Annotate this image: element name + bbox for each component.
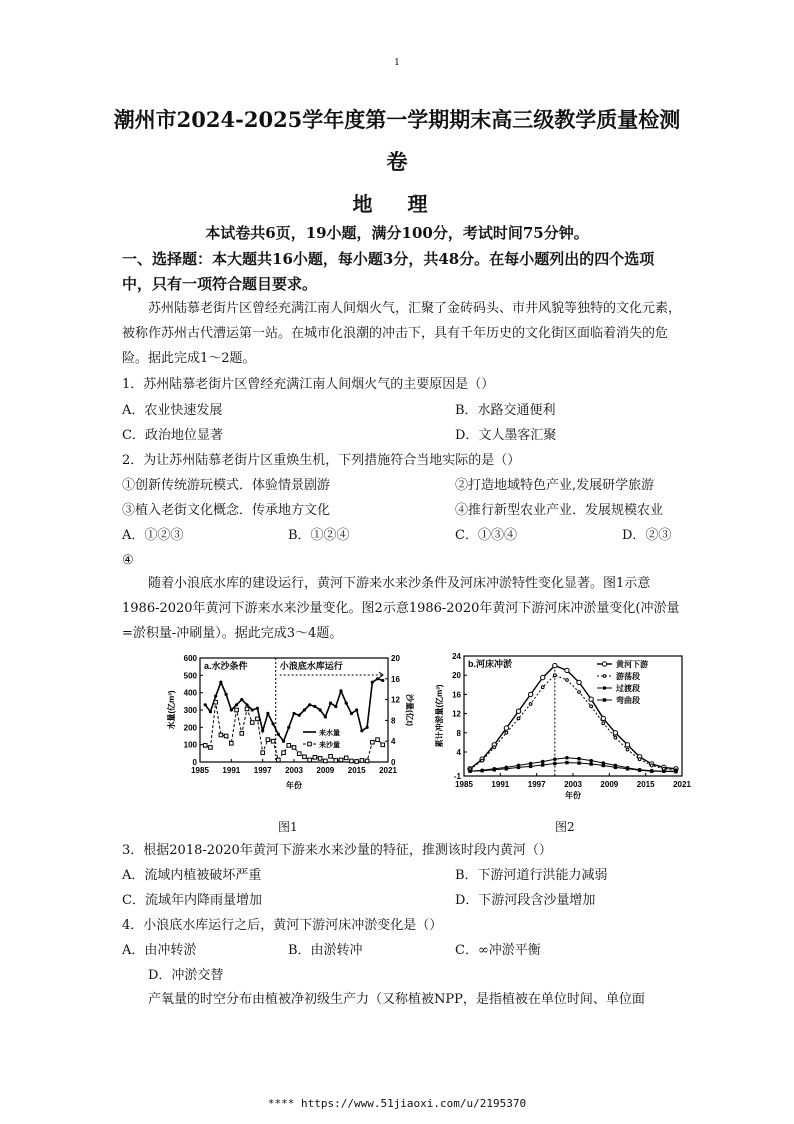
data-point-series-3 <box>589 759 593 763</box>
legend-marker-2 <box>603 675 606 678</box>
data-point-series-2 <box>626 748 629 751</box>
subject-heading: 地 理 <box>352 192 442 216</box>
x-tick-label: 2009 <box>600 780 619 789</box>
x-tick-label: 2003 <box>564 780 582 789</box>
data-point-water <box>282 740 285 743</box>
data-point-series-2 <box>541 686 544 689</box>
data-point-water <box>292 712 295 715</box>
y-tick-label: 500 <box>183 671 197 681</box>
series-line-2 <box>470 675 676 770</box>
data-point-water <box>214 695 217 698</box>
data-point-sand <box>282 751 286 755</box>
data-point-series-4 <box>517 766 520 769</box>
series-line-4 <box>470 763 676 772</box>
data-point-water <box>219 681 222 684</box>
data-point-sand <box>350 759 354 763</box>
data-point-series-2 <box>578 691 581 694</box>
data-point-sand <box>261 751 265 755</box>
data-point-water <box>204 703 207 706</box>
data-point-sand <box>266 738 270 742</box>
y-tick-label: 300 <box>183 706 197 715</box>
data-point-series-4 <box>589 762 592 765</box>
q3-option-b: B．下游河道行洪能力减弱 <box>455 868 608 883</box>
figure-1-caption: 图1 <box>278 820 298 834</box>
y-tick-label: 600 <box>183 654 197 663</box>
data-point-series-2 <box>602 722 605 725</box>
data-point-series-2 <box>650 764 653 767</box>
passage-2: 随着小浪底水库的建设运行，黄河下游来水来沙条件及河床冲淤特性变化显著。图1示意1986-2020年黄河下游来水来沙量变化。图2示意1986-2020年黄河下游河床冲淤量变化(冲淤量=淤积量-冲刷量）。据此完成3～4题。 <box>122 576 680 641</box>
legend-marker-3 <box>603 686 607 690</box>
data-point-series-4 <box>674 770 677 773</box>
data-point-water <box>319 708 322 711</box>
y-tick-label: -1 <box>453 772 461 781</box>
data-point-series-1 <box>613 731 617 735</box>
data-point-sand <box>371 740 375 744</box>
q2-option-d: D．②③ <box>622 528 672 543</box>
legend-marker-4 <box>603 698 606 701</box>
y-tick-label: 20 <box>452 671 461 681</box>
data-point-series-4 <box>626 767 629 770</box>
data-point-water <box>381 679 384 682</box>
data-point-series-2 <box>566 679 569 682</box>
data-point-water <box>277 733 280 736</box>
data-point-series-2 <box>481 759 484 762</box>
figure-2-plot <box>434 652 691 800</box>
footer-watermark: **** https://www.51jiaoxi.com/u/2195370 <box>267 1097 527 1110</box>
data-point-series-2 <box>638 758 641 761</box>
y-tick-label: 200 <box>183 723 197 733</box>
data-point-series-4 <box>650 770 653 773</box>
data-point-series-2 <box>505 731 508 734</box>
data-point-series-4 <box>505 767 508 770</box>
legend-marker-1 <box>602 662 606 666</box>
x-tick-label: 2003 <box>285 766 303 775</box>
q1-option-d: D．文人墨客汇聚 <box>455 428 557 443</box>
data-point-series-4 <box>541 763 544 766</box>
data-point-water <box>303 708 306 711</box>
exam-info: 本试卷共6页，19小题，满分100分，考试时间75分钟。 <box>205 224 589 242</box>
data-point-water <box>345 701 348 704</box>
x-tick-label: 1991 <box>491 780 510 789</box>
data-point-sand <box>381 743 385 747</box>
data-point-sand <box>376 738 380 742</box>
q3-option-c: C．流域年内降雨量增加 <box>122 893 262 908</box>
data-point-sand <box>203 744 207 748</box>
data-point-sand <box>209 746 213 750</box>
data-point-series-1 <box>553 663 557 667</box>
data-point-sand <box>214 700 218 704</box>
figure-1-plot <box>166 654 415 790</box>
data-point-sand <box>271 739 275 743</box>
q1-stem: 1．苏州陆慕老街片区曾经充满江南人间烟火气的主要原因是（） <box>122 377 495 392</box>
data-point-sand <box>313 756 317 760</box>
q2-option-b: B．①②④ <box>288 528 350 543</box>
y2-tick-label: 0 <box>391 758 396 767</box>
data-point-series-1 <box>504 726 508 730</box>
data-point-sand <box>235 708 239 712</box>
q2-stem: 2．为让苏州陆慕老街片区重焕生机，下列措施符合当地实际的是（） <box>122 453 521 468</box>
q2-option-c: C．①③④ <box>455 528 517 543</box>
data-point-series-2 <box>529 703 532 706</box>
legend-label-sand: 来沙量 <box>319 742 340 749</box>
data-point-sand <box>219 733 223 737</box>
data-point-water <box>329 701 332 704</box>
data-point-sand <box>339 758 343 762</box>
data-point-water <box>240 698 243 701</box>
data-point-series-4 <box>602 764 605 767</box>
series-line-1 <box>470 666 676 769</box>
data-point-water <box>256 707 259 710</box>
data-point-series-2 <box>493 746 496 749</box>
data-point-water <box>287 726 290 729</box>
data-point-series-3 <box>577 757 581 761</box>
data-point-series-1 <box>516 709 520 713</box>
data-point-water <box>261 729 264 732</box>
exam-title-wrap: 卷 <box>386 149 408 174</box>
data-point-series-3 <box>553 757 557 761</box>
data-point-series-3 <box>541 760 545 764</box>
q4-option-c: C．∞冲淤平衡 <box>455 943 541 958</box>
x-tick-label: 2015 <box>347 766 366 775</box>
data-point-sand <box>308 758 312 762</box>
data-point-series-1 <box>601 716 605 720</box>
q4-option-a: A．由冲转淤 <box>122 943 197 958</box>
data-point-series-1 <box>541 675 545 679</box>
y-tick-label: 100 <box>183 740 197 750</box>
legend-label-3: 过渡段 <box>616 684 640 693</box>
data-point-sand <box>240 732 244 736</box>
data-point-sand <box>287 744 291 748</box>
x-tick-label: 1991 <box>222 766 241 775</box>
data-point-series-4 <box>638 769 641 772</box>
data-point-water <box>251 708 254 711</box>
data-point-water <box>266 712 269 715</box>
q2-item-1: ①创新传统游玩模式．体验情景剧游 <box>122 478 331 493</box>
q4-option-d: D．冲淤交替 <box>148 968 224 983</box>
section-heading: 一、选择题：本大题共16小题，每小题3分，共48分。在每小题列出的四个选项中，只有一项符合题目要求。 <box>122 250 655 293</box>
data-point-sand <box>344 756 348 760</box>
y-tick-label: 12 <box>452 709 461 719</box>
panel-label: b.河床冲淤 <box>468 659 512 669</box>
data-point-series-2 <box>590 705 593 708</box>
data-point-series-4 <box>553 762 556 765</box>
data-point-sand <box>334 759 338 763</box>
y-tick-label: 8 <box>456 728 461 738</box>
q2-item-2: ②打造地域特色产业,发展研学旅游 <box>455 478 655 493</box>
data-point-series-4 <box>493 768 496 771</box>
data-point-water <box>272 722 275 725</box>
x-axis-label: 年份 <box>286 781 302 790</box>
q1-option-a: A．农业快速发展 <box>122 403 223 418</box>
exam-title: 潮州市2024-2025学年度第一学期期末高三级教学质量检测 <box>113 107 681 132</box>
legend-label-water: 来水量 <box>319 730 340 737</box>
data-point-water <box>376 677 379 680</box>
figure-2-chart <box>432 650 691 810</box>
data-point-series-1 <box>565 668 569 672</box>
data-point-water <box>355 708 358 711</box>
figure-2-caption: 图2 <box>555 820 575 834</box>
data-point-water <box>371 681 374 684</box>
q2-item-3: ③植入老街文化概念．传承地方文化 <box>122 503 331 518</box>
data-point-series-2 <box>517 717 520 720</box>
page-number: 1 <box>394 58 400 68</box>
data-point-sand <box>250 721 254 725</box>
y-tick-label: 24 <box>452 652 461 661</box>
y2-tick-label: 4 <box>391 737 396 747</box>
y-tick-label: 0 <box>192 758 197 767</box>
data-point-sand <box>303 755 307 759</box>
data-point-sand <box>245 707 249 711</box>
data-point-water <box>230 708 233 711</box>
data-point-series-3 <box>565 756 569 760</box>
data-point-series-4 <box>662 770 665 773</box>
y-tick-label: 400 <box>183 688 197 698</box>
data-point-series-4 <box>614 766 617 769</box>
data-point-series-1 <box>528 692 532 696</box>
data-point-water <box>225 693 228 696</box>
data-point-sand <box>355 760 359 764</box>
data-point-water <box>350 712 353 715</box>
x-tick-label: 2021 <box>673 780 691 789</box>
legend-label-2: 游荡段 <box>616 672 640 681</box>
y-axis-label: 水量(亿m³) <box>167 690 176 730</box>
data-point-sand <box>318 757 322 761</box>
q4-stem: 4．小浪底水库运行之后，黄河下游河床冲淤变化是（） <box>122 918 443 933</box>
data-point-water <box>245 703 248 706</box>
q1-option-c: C．政治地位显著 <box>122 428 223 443</box>
y-axis-label: 累计冲淤量(亿m³) <box>435 684 444 748</box>
reservoir-annotation: 小浪底水库运行 <box>279 661 343 671</box>
passage-3: 产氧量的时空分布由植被净初级生产力（又称植被NPP，是指植被在单位时间、单位面 <box>148 992 645 1007</box>
data-point-sand <box>277 758 281 762</box>
data-point-water <box>324 715 327 718</box>
x-tick-label: 1985 <box>455 780 473 789</box>
x-tick-label: 2021 <box>379 766 397 775</box>
data-point-sand <box>224 734 228 738</box>
y2-tick-label: 20 <box>391 654 400 663</box>
data-point-series-4 <box>480 769 483 772</box>
legend-marker-sand <box>308 742 312 746</box>
data-point-series-1 <box>589 697 593 701</box>
data-point-sand <box>230 741 234 745</box>
y-tick-label: 4 <box>456 748 461 757</box>
data-point-water <box>298 714 301 717</box>
q4-option-b: B．由淤转冲 <box>288 943 363 958</box>
x-tick-label: 1985 <box>191 766 209 775</box>
data-point-sand <box>360 759 364 763</box>
q2-option-a: A．①②③ <box>122 528 184 543</box>
data-point-water <box>313 705 316 708</box>
data-point-series-4 <box>529 765 532 768</box>
y-tick-label: 16 <box>452 690 461 700</box>
data-point-series-4 <box>565 761 568 764</box>
data-point-water <box>308 703 311 706</box>
legend-label-4: 弯曲段 <box>616 696 640 705</box>
data-point-sand <box>365 759 369 763</box>
y2-tick-label: 8 <box>391 716 396 726</box>
x-tick-label: 2015 <box>636 780 655 789</box>
data-point-series-4 <box>577 761 580 764</box>
figure-1-chart <box>160 650 414 810</box>
data-point-water <box>209 710 212 713</box>
x-axis-label: 年份 <box>565 791 581 800</box>
data-point-series-2 <box>614 736 617 739</box>
data-point-sand <box>329 754 333 758</box>
data-point-water <box>366 726 369 729</box>
data-point-water <box>360 729 363 732</box>
data-point-sand <box>292 746 296 750</box>
x-tick-label: 1997 <box>527 780 546 789</box>
q2-item-4: ④推行新型农业产业．发展规模农业 <box>455 503 664 518</box>
data-point-series-2 <box>553 674 556 677</box>
data-point-sand <box>256 717 260 721</box>
q3-stem: 3．根据2018-2020年黄河下游来水来沙量的特征，推测该时段内黄河（） <box>122 843 552 858</box>
panel-label: a.水沙条件 <box>204 661 248 671</box>
data-point-series-4 <box>468 770 471 773</box>
y2-tick-label: 16 <box>391 674 400 684</box>
x-tick-label: 2009 <box>316 766 335 775</box>
passage-1: 苏州陆慕老街片区曾经充满江南人间烟火气，汇聚了金砖码头、市井风貌等独特的文化元素，被称作苏州古代漕运第一站。在城市化浪潮的冲击下，具有千年历史的文化街区面临着消失的危险。据此完成1～2题。 <box>122 301 682 366</box>
data-point-sand <box>297 752 301 756</box>
y2-tick-label: 12 <box>391 695 400 705</box>
data-point-water <box>235 703 238 706</box>
q3-option-d: D．下游河段含沙量增加 <box>455 893 596 908</box>
data-point-water <box>334 705 337 708</box>
q1-option-b: B．水路交通便利 <box>455 403 556 418</box>
data-point-sand <box>324 759 328 763</box>
y2-axis-label: 沙量(亿t) <box>405 694 414 726</box>
q3-option-a: A．流域内植被破坏严重 <box>122 868 262 883</box>
legend-label-1: 黄河下游 <box>616 660 648 669</box>
data-point-series-1 <box>577 680 581 684</box>
data-point-water <box>339 689 342 692</box>
data-point-series-1 <box>625 743 629 747</box>
x-tick-label: 1997 <box>253 766 272 775</box>
q2-option-d-wrap: ④ <box>122 553 134 568</box>
